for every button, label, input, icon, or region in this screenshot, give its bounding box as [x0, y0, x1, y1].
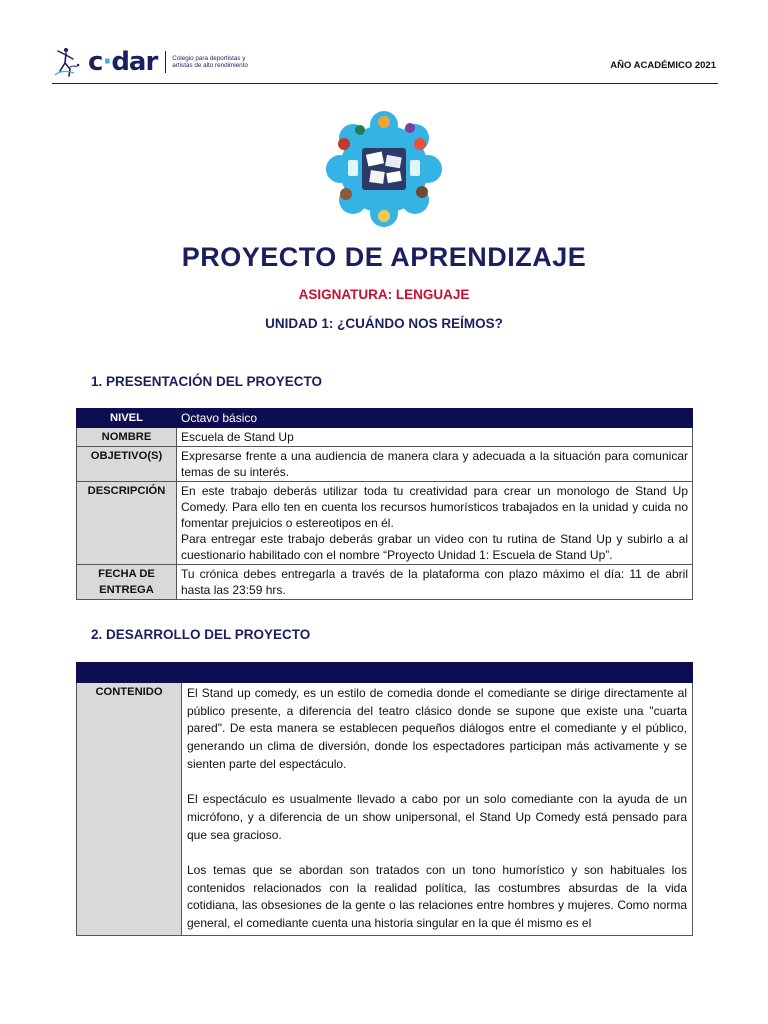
subject-heading: ASIGNATURA: LENGUAJE: [298, 287, 470, 302]
description-paragraph-1: En este trabajo deberás utilizar toda tu creatividad para crear un monologo de Stand Up Comedy. Para ello ten en cuenta los recursos humorísticos trabajados en la unidad y cuida no fomentar prejuicios o estereotipos en él.: [181, 484, 688, 530]
row-label-due-date: FECHA DE ENTREGA: [77, 565, 177, 600]
section-1-heading: 1. PRESENTACIÓN DEL PROYECTO: [91, 374, 323, 389]
page-header: [52, 44, 718, 84]
table-header-row: [77, 663, 693, 683]
tagline-line-1: Colegio para deportistas y: [172, 54, 246, 62]
project-info-table: [76, 408, 693, 600]
header-bar: [77, 663, 693, 683]
table-row: [77, 447, 693, 482]
row-label-content: CONTENIDO: [77, 683, 182, 936]
row-value-due-date: Tu crónica debes entregarla a través de la plataforma con plazo máximo el día: 11 de abril hasta las 23:59 hrs.: [177, 565, 693, 600]
row-label-level: NIVEL: [77, 409, 177, 428]
table-row: [77, 428, 693, 447]
row-value-level: Octavo básico: [177, 409, 693, 428]
table-row: [77, 409, 693, 428]
academic-year: AÑO ACADÉMICO 2021: [610, 60, 716, 71]
collaboration-emblem-icon: [318, 108, 450, 230]
dancer-athlete-icon: [52, 45, 86, 79]
table-row: [77, 482, 693, 565]
tagline-line-2: artistas de alto rendimiento: [172, 62, 248, 69]
school-logo: [52, 44, 282, 80]
description-paragraph-2: Para entregar este trabajo deberás grabar un video con tu rutina de Stand Up y subirlo a al cuestionario habilitado con el nombre “Proyecto Unidad 1: Escuela de Stand Up”.: [181, 532, 688, 562]
row-value-name: Escuela de Stand Up: [177, 428, 693, 447]
row-label-description: DESCRIPCIÓN: [77, 482, 177, 565]
content-paragraph-3: Los temas que se abordan son tratados con un tono humorístico y son habituales los contenidos relacionados con la realidad política, las costumbres absurdas de la vida cotidiana, las obsesiones de la gente o las relaciones entre hombres y mujeres. Como norma general, el comediante cuenta una historia singular en la que él mismo es el: [187, 863, 687, 931]
logo-wordmark: c·dar: [88, 47, 158, 77]
unit-heading: UNIDAD 1: ¿CUÁNDO NOS REÍMOS?: [265, 316, 503, 331]
project-development-table: [76, 662, 693, 936]
section-2-heading: 2. DESARROLLO DEL PROYECTO: [91, 627, 311, 642]
content-paragraph-1: El Stand up comedy, es un estilo de comedia donde el comediante se dirige directamente al público presente, a diferencia del teatro clásico donde se supone que existe una "cuarta pared". De esta manera se establecen pequeños diálogos entre el comediante y el público, generando un clima de diversión, donde los espectadores participan más activamente y se sienten parte del espectáculo.: [187, 686, 687, 771]
row-value-objective: Expresarse frente a una audiencia de manera clara y adecuada a la situación para comunicar temas de su interés.: [177, 447, 693, 482]
row-value-content: [182, 683, 693, 936]
table-row: [77, 565, 693, 600]
row-label-objective: OBJETIVO(S): [77, 447, 177, 482]
row-value-description: [177, 482, 693, 565]
logo-tagline: [172, 55, 282, 70]
row-label-name: NOMBRE: [77, 428, 177, 447]
table-row: [77, 683, 693, 936]
content-paragraph-2: El espectáculo es usualmente llevado a cabo por un solo comediante con la ayuda de un micrófono, y a diferencia de un show unipersonal, el Stand Up Comedy está pensado para que sea gracioso.: [187, 792, 687, 842]
page-title: PROYECTO DE APRENDIZAJE: [181, 242, 587, 272]
logo-divider: [165, 51, 166, 73]
